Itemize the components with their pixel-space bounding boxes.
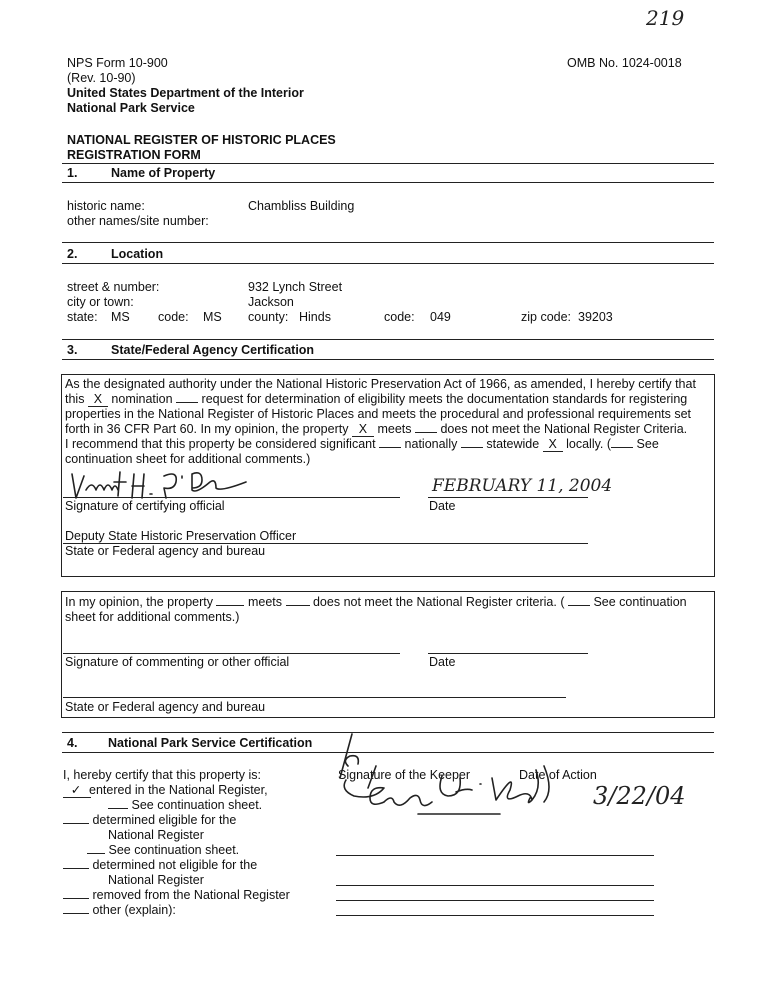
date-line [428,497,588,498]
option-entered-sub: See continuation sheet. [108,798,262,812]
locally-mark: X [543,438,563,452]
certification-date-handwritten: FEBRUARY 11, 2004 [432,476,613,496]
county-code-value: 049 [430,310,451,324]
zip-label: zip code: [521,310,572,324]
divider [62,339,714,340]
divider [62,182,714,183]
signature-line [63,497,400,498]
street-value: 932 Lynch Street [248,280,343,294]
blank-line [216,605,244,606]
blank-line [176,402,198,403]
option-other: other (explain): [63,903,176,917]
date-of-action-label: Date of Action [519,768,597,782]
form-title: NATIONAL REGISTER OF HISTORIC PLACES [67,133,336,147]
section-number: 2. [67,247,78,261]
cert-text-line: forth in 36 CFR Part 60. In my opinion, the property X meets does not meet the National Register Criteria. [65,422,688,436]
blank-line [87,853,105,854]
blank-line [63,913,89,914]
keeper-line [336,855,654,856]
divider [62,263,714,264]
officer-title: Deputy State Historic Preservation Officer [65,529,297,543]
action-date-handwritten: 3/22/04 [593,782,686,810]
zip-value: 39203 [578,310,613,324]
option-eligible: determined eligible for the [63,813,236,827]
section-number: 3. [67,343,78,357]
city-label: city or town: [67,295,134,309]
agency-label: State or Federal agency and bureau [65,700,266,714]
blank-line [611,447,633,448]
form-number: NPS Form 10-900 [67,56,168,70]
option-eligible-line2: National Register [108,828,204,842]
county-label: county: [248,310,289,324]
city-value: Jackson [248,295,294,309]
date-line [428,653,588,654]
option-removed: removed from the National Register [63,888,290,902]
form-subtitle: REGISTRATION FORM [67,148,201,162]
blank-line [63,868,89,869]
comment-text-line: sheet for additional comments.) [65,610,240,624]
code-label: code: [158,310,189,324]
historic-name-label: historic name: [67,199,145,213]
option-not-eligible: determined not eligible for the [63,858,257,872]
date-label: Date [429,499,456,513]
option-entered: ✓ entered in the National Register, [63,783,268,797]
divider [62,163,714,164]
section-title: State/Federal Agency Certification [111,343,315,357]
comment-text-line: In my opinion, the property meets does not meet the National Register criteria. ( See continuation [65,595,687,609]
keeper-signature [330,730,580,820]
code-value: MS [203,310,222,324]
nps-intro: I, hereby certify that this property is: [63,768,261,782]
keeper-line [336,885,654,886]
signature-label: Signature of commenting or other official [65,655,290,669]
historic-name-value: Chambliss Building [248,199,355,213]
department-name: United States Department of the Interior [67,86,304,100]
check-icon: ✓ [70,783,82,797]
blank-line [461,447,483,448]
street-label: street & number: [67,280,160,294]
divider [62,242,714,243]
county-value: Hinds [299,310,331,324]
agency-label: State or Federal agency and bureau [65,544,266,558]
keeper-line [336,915,654,916]
date-label: Date [429,655,456,669]
blank-line [63,823,89,824]
cert-text-line: I recommend that this property be considered significant nationally statewide X locally. ( See [65,437,659,451]
option-eligible-sub: See continuation sheet. [87,843,239,857]
blank-line [415,432,437,433]
cert-text-line: properties in the National Register of Historic Places and meets the procedural and professional requirements set [65,407,692,421]
blank-line [568,605,590,606]
signature-label: Signature of certifying official [65,499,225,513]
section-number: 4. [67,736,78,750]
keeper-signature-label: Signature of the Keeper [338,768,471,782]
meets-mark: X [352,423,374,437]
page-number-handwritten: 219 [646,6,685,30]
other-names-label: other names/site number: [67,214,209,228]
signature-line [63,653,400,654]
section-title: Location [111,247,164,261]
blank-line [108,808,128,809]
state-label: state: [67,310,98,324]
agency-line [63,697,566,698]
blank-line [63,898,89,899]
county-code-label: code: [384,310,415,324]
cert-text-line: As the designated authority under the National Historic Preservation Act of 1966, as amended, I hereby certify that [65,377,696,391]
nomination-mark: X [88,393,108,407]
form-revision: (Rev. 10-90) [67,71,136,85]
keeper-line [336,900,654,901]
checkbox-line [63,797,91,798]
state-value: MS [111,310,130,324]
cert-text-line: this X nomination request for determination of eligibility meets the documentation standards for registering [65,392,688,406]
section-title: Name of Property [111,166,216,180]
option-not-eligible-line2: National Register [108,873,204,887]
cert-text-line: continuation sheet for additional comments.) [65,452,311,466]
service-name: National Park Service [67,101,195,115]
divider [62,359,714,360]
blank-line [286,605,310,606]
section-title: National Park Service Certification [108,736,313,750]
section-number: 1. [67,166,78,180]
blank-line [379,447,401,448]
omb-number: OMB No. 1024-0018 [567,56,682,70]
